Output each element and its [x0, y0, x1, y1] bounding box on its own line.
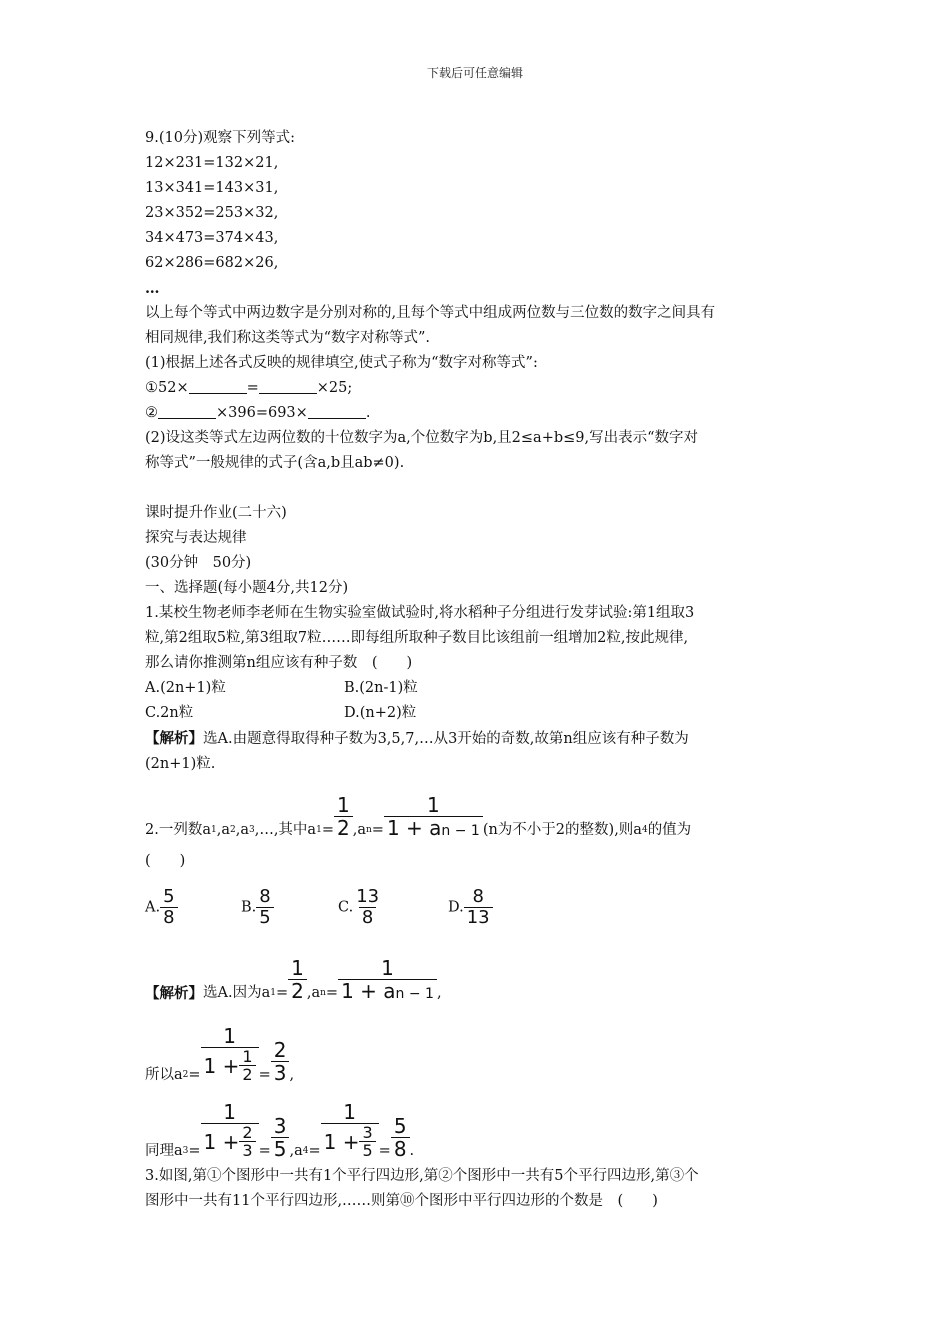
q1-options-row: [145, 676, 815, 701]
q9-part2: 称等式”一般规律的式子(含a,b且ab≠0).: [145, 455, 405, 471]
section-time: (30分钟 50分): [145, 555, 252, 571]
page-header: 下载后可任意编辑: [426, 66, 523, 80]
q2-option-b: B. $\frac{8}{5}$: [241, 887, 338, 928]
answer-blank[interactable]: [158, 403, 216, 419]
answer-blank[interactable]: [189, 378, 247, 394]
fraction-one-half: $\frac{1}{2}$: [334, 794, 353, 839]
q9-equation: 34×473=374×43,: [145, 230, 279, 246]
q2-a3-a4-derivation: 同理a 3 = 1 1 + $\frac{2}{3}$ = $\frac{3}{5}$ ,a 4 = 1 1 + $\frac{3}{5}$ = $\frac{5}{8}$ .: [145, 1099, 415, 1161]
q9-item2: ② ×396=693× .: [145, 405, 371, 421]
q2-a2-derivation: 所以a 2 = 1 1 + $\frac{1}{2}$ = $\frac{2}{3}$ ,: [145, 1023, 295, 1085]
q1-text: 那么请你推测第n组应该有种子数 ( ): [145, 655, 413, 671]
q2-options: [145, 880, 815, 928]
q2-option-a: A. $\frac{5}{8}$: [145, 887, 241, 928]
q9-equation: 23×352=253×32,: [145, 205, 279, 221]
q2-option-c: C. $\frac{13}{8}$: [338, 886, 380, 929]
answer-blank[interactable]: [259, 378, 317, 394]
q9-item1: ①52× = ×25;: [145, 380, 353, 396]
fraction-recursive: $\frac{1}{1 + an - 1}$: [384, 794, 483, 839]
document-body: [145, 126, 815, 1214]
section-subtitle: 探究与表达规律: [145, 530, 247, 546]
q1-analysis: (2n+1)粒.: [145, 756, 216, 772]
q1-option-b: B.(2n-1)粒: [344, 680, 418, 696]
q1-option-d: D.(n+2)粒: [344, 705, 417, 721]
q2-bracket: ( ): [145, 853, 186, 869]
section-part: 一、选择题(每小题4分,共12分): [145, 580, 349, 596]
q2-analysis: 【解析】 选A.因为a 1 = $\frac{1}{2}$ , a n = $\frac{1}{1 + an - 1}$ ,: [145, 955, 442, 1003]
q9-equation: 12×231=132×21,: [145, 155, 279, 171]
q9-part2: (2)设这类等式左边两位数的十位数字为a,个位数字为b,且2≤a+b≤9,写出表示“数字对: [145, 430, 699, 446]
q2-stem: 2.一列数a 1 ,a 2 ,a 3 ,…,其中a 1 = $\frac{1}{2}$ , a n = $\frac{1}{1 + an - 1}$ (n为不小于2的整数),则a 4 的值为: [145, 792, 692, 840]
q9-description: 相同规律,我们称这类等式为“数字对称等式”.: [145, 330, 431, 346]
q1-text: 粒,第2组取5粒,第3组取7粒……即每组所取种子数目比该组前一组增加2粒,按此规律,: [145, 630, 689, 646]
q1-option-a: A.(2n+1)粒: [145, 680, 226, 696]
q9-ellipsis: …: [145, 280, 160, 297]
section-title: 课时提升作业(二十六): [145, 505, 287, 521]
q1-option-c: C.2n粒: [145, 705, 194, 721]
q9-equation: 62×286=682×26,: [145, 255, 279, 271]
q9-part1: (1)根据上述各式反映的规律填空,使式子称为“数字对称等式”:: [145, 355, 538, 371]
q1-options-row: [145, 701, 815, 726]
q3-text: 3.如图,第①个图形中一共有1个平行四边形,第②个图形中一共有5个平行四边形,第③个: [145, 1168, 699, 1184]
q9-description: 以上每个等式中两边数字是分别对称的,且每个等式中组成两位数与三位数的数字之间具有: [145, 305, 716, 321]
q3-text: 图形中一共有11个平行四边形,……则第⑩个图形中平行四边形的个数是 ( ): [145, 1193, 658, 1209]
q9-equation: 13×341=143×31,: [145, 180, 279, 196]
q9-title: 9.(10分)观察下列等式:: [145, 130, 295, 146]
q1-analysis: 【解析】选A.由题意得取得种子数为3,5,7,…从3开始的奇数,故第n组应该有种子数为: [145, 730, 689, 747]
analysis-label: 【解析】: [145, 730, 203, 747]
q2-option-d: D. $\frac{8}{13}$: [448, 887, 493, 928]
answer-blank[interactable]: [308, 403, 366, 419]
q1-text: 1.某校生物老师李老师在生物实验室做试验时,将水稻种子分组进行发芽试验:第1组取3: [145, 605, 695, 621]
